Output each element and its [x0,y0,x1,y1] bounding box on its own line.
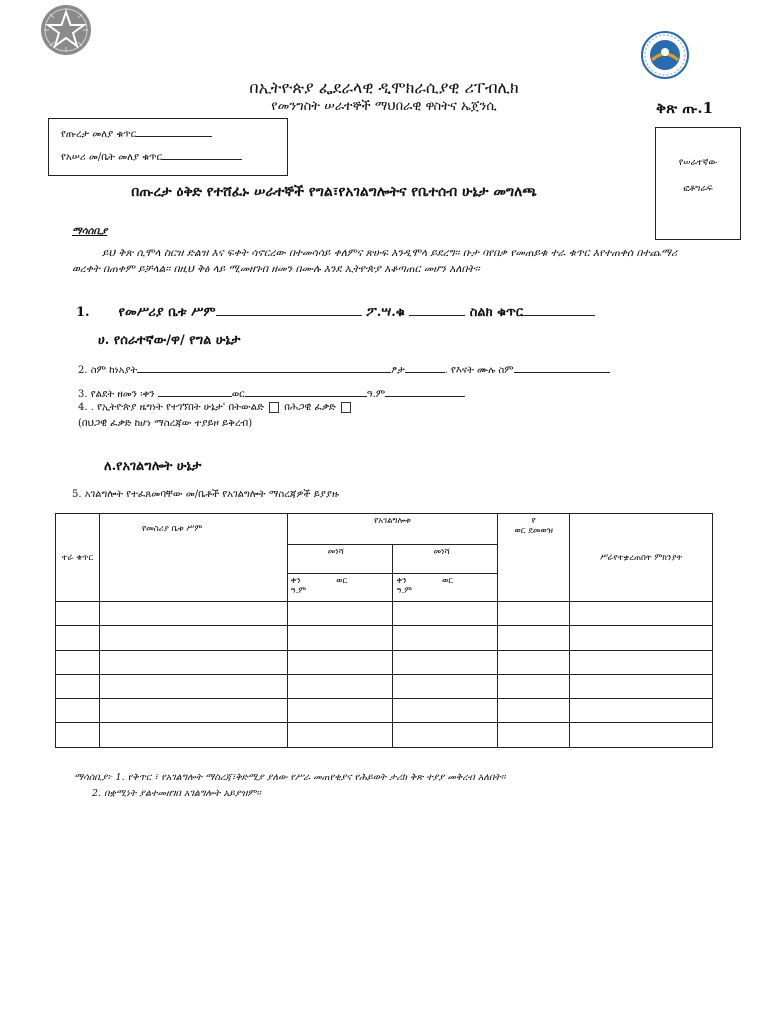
table-cell[interactable] [393,674,498,698]
to-day-label: ቀን [396,576,407,586]
table-cell[interactable] [498,602,570,626]
table-cell[interactable] [99,602,287,626]
sex-field[interactable] [405,362,445,373]
table-cell[interactable] [570,723,713,747]
table-row [56,723,713,747]
employer-name-field[interactable] [216,305,362,316]
table-cell[interactable] [498,723,570,747]
po-box-label: ፖ.ሣ.ቁ [366,305,405,320]
table-cell[interactable] [56,723,100,747]
table-cell[interactable] [287,699,393,723]
table-cell[interactable] [287,650,393,674]
section-b-title: ለ.የአገልግሎት ሁኔታ [104,459,202,474]
dob-day-label: 3. የልደት ዘመን ፡ቀን [78,389,155,400]
dob-month-field[interactable] [245,386,367,397]
employer-id-label: የአሠሪ መ/ቤት መለያ ቁጥር [61,152,163,163]
by-law-label: በሕጋዊ ፈቃድ [284,402,336,413]
footnote-2: 2. በቋሚነት ያልተመዘገበ አገልግሎት አይያዝም፡፡ [92,788,261,799]
table-cell[interactable] [570,602,713,626]
table-cell[interactable] [56,602,100,626]
table-cell[interactable] [498,699,570,723]
section-a-title: ሀ. የሰራተኛው/ዋ/ የግል ሁኔታ [98,333,241,348]
by-law-checkbox[interactable] [341,402,351,413]
pension-id-field[interactable] [136,126,212,137]
header-to-date [393,574,498,602]
id-number-box [48,118,288,176]
header-to: መነሻ [393,545,498,574]
table-cell[interactable] [393,723,498,747]
from-year-label: ዓ.ም [290,586,307,596]
name-label: 2. ስም ከነአያት [78,365,138,376]
table-cell[interactable] [99,674,287,698]
from-month-label: ወር [336,576,348,586]
header-from: መነሻ [287,545,393,574]
table-cell[interactable] [99,650,287,674]
table-cell[interactable] [56,674,100,698]
table-row [56,626,713,650]
header-office-name: የመስሪያ ቤቱ ሥም [99,514,287,602]
service-intro: 5. አገልግሎት የተፈጸመባቸው መ/ቤቶች የአገልግሎት ማስረጃዎች ይያያዙ [72,489,340,500]
mother-name-label: . የእናት ሙሉ ስም [444,365,514,376]
dob-row [78,386,465,400]
phone-label: ስልክ ቁጥር [469,305,524,320]
pension-id-line [61,126,212,140]
table-row [56,699,713,723]
citizenship-note: (በህጋዊ ፈቃድ ከሆነ ማስረጃው ተያይዞ ይቅረብ) [78,418,253,429]
employer-row [76,305,595,320]
table-cell[interactable] [287,602,393,626]
citizenship-label: 4. . የኢትዮጵያ ዜግነት የተገኘበት ሁኔታ' በትውልድ [78,402,264,413]
table-cell[interactable] [99,723,287,747]
service-table-body [56,602,713,748]
to-month-label: ወር [442,576,454,586]
row1-number: 1. [76,305,90,320]
header-monthly-salary [498,514,570,602]
table-cell[interactable] [56,699,100,723]
table-cell[interactable] [56,626,100,650]
name-row [78,362,610,376]
agency-logo-icon [640,30,690,80]
table-header-row [56,514,713,545]
table-cell[interactable] [498,650,570,674]
table-cell[interactable] [498,674,570,698]
mother-name-field[interactable] [514,362,610,373]
photo-label-1: የሠራተኛው [678,158,718,168]
table-cell[interactable] [287,626,393,650]
by-birth-checkbox[interactable] [269,402,279,413]
po-box-field[interactable] [409,305,465,316]
dob-day-field[interactable] [158,386,232,397]
table-cell[interactable] [498,626,570,650]
header-salary-label: ወር ደመወዝ [514,526,553,536]
table-cell[interactable] [99,699,287,723]
table-row [56,650,713,674]
table-cell[interactable] [393,602,498,626]
table-cell[interactable] [287,674,393,698]
from-day-label: ቀን [290,576,301,586]
dob-year-field[interactable] [385,386,465,397]
sex-label: ፆታ [391,365,405,376]
header-service: የአገልግሎቱ [287,514,498,545]
header-salary-top: የ [531,516,536,526]
table-cell[interactable] [56,650,100,674]
note-text: ይህ ቅጽ ሲሞላ ስርዝ ድልዝ እና ፍቀት ሳኖርረው በተመሳሳይ ቀለምና ጽሁፍ እንዲሞላ ይደረግ፡፡ ቡታ ባየበቃ የመጠይቁ ተራ ቁጥር እየተጠቀሰ በተጨማሪ ወረቀት በጠቀም ይቻላል፡፡ በዚህ ቅፅ ላይ ሚመዘገብ ዘመን በሙሉ እንደ ኢትዮጵያ አቆጣጠር መሆን አለበት፡፡ [72,247,678,275]
service-table [55,513,713,748]
employer-name-label: የመሥሪያ ቤቱ ሥም [118,305,216,320]
phone-field[interactable] [523,305,595,316]
table-cell[interactable] [393,650,498,674]
table-cell[interactable] [570,674,713,698]
employer-id-field[interactable] [162,149,242,160]
table-cell[interactable] [570,699,713,723]
country-title: በኢትዮጵያ ፌደራላዊ ዲሞክራሲያዊ ሪፐብሊክ [249,78,519,97]
photo-label-2: ፎቶግራፍ [683,184,713,194]
header-from-date [287,574,393,602]
note-heading: ማሳሰቢያ [72,226,108,237]
table-row [56,602,713,626]
employer-id-line [61,149,242,163]
main-title: በጡረታ ዕቅድ የተሸፈኑ ሠራተኞች የግል፣የአገልግሎትና የቤተሰብ ሁኔታ መግለጫ [131,184,537,200]
table-cell[interactable] [393,626,498,650]
name-field[interactable] [137,362,391,373]
dob-year-label: ዓ.ም [366,389,386,400]
table-cell[interactable] [99,626,287,650]
national-emblem-star-icon [40,4,92,56]
dob-month-label: ወር [231,389,245,400]
citizenship-row [78,402,353,413]
to-year-label: ዓ.ም [396,586,413,596]
header-serial-no: ተራ ቁጥር [56,514,100,602]
table-cell[interactable] [570,650,713,674]
table-cell[interactable] [287,723,393,747]
table-cell[interactable] [570,626,713,650]
pension-id-label: የጡረታ መለያ ቁጥር [61,129,137,140]
table-cell[interactable] [393,699,498,723]
form-number: ቅጽ ጡ.1 [656,99,714,117]
agency-title: የመንግስት ሠራተኞች ማህበራዊ ዋስትና ኤጀንሲ [271,99,497,114]
header-termination-reason: ሥራየተቋረጠበት ምክንያት [570,514,713,602]
footnote-1: ማሳሰቢያ፦ 1. የቅጥር ፣ የአገልግሎት ማስረጃ፣ቅድሚያ ያለው የሥራ መጠየቂያና የሕይወት ታሪክ ቅጽ ተያያ መቅረብ አለበት፡፡ [74,772,506,783]
table-row [56,674,713,698]
